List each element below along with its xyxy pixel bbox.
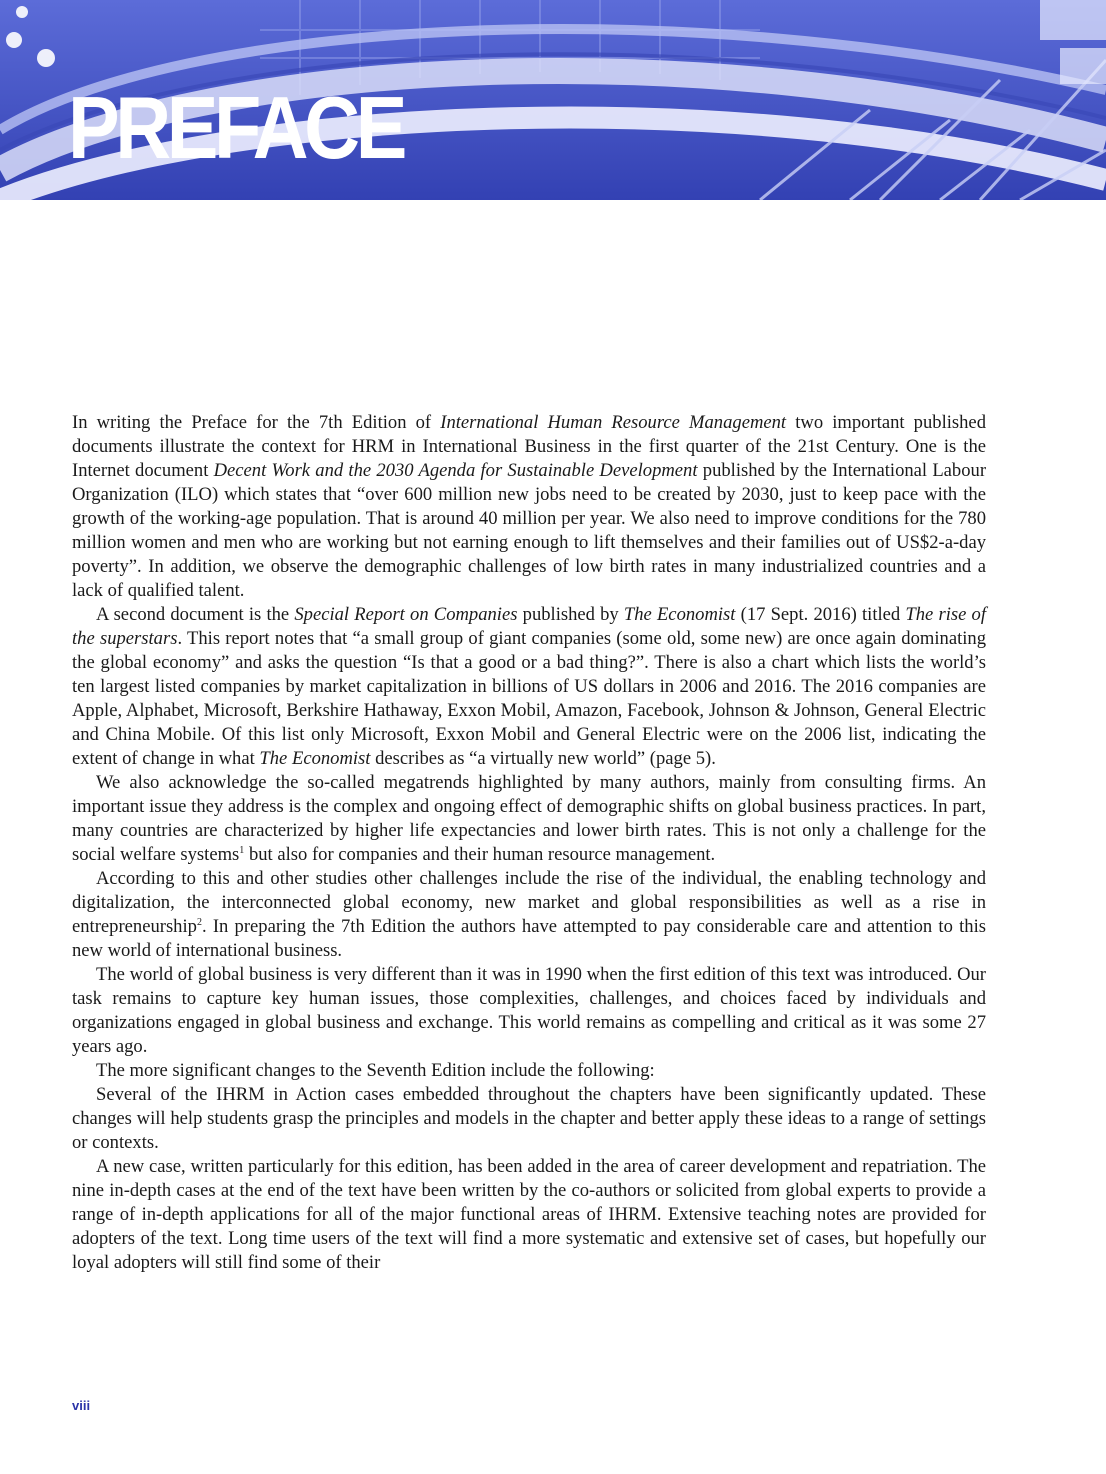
paragraph xyxy=(72,1083,986,1155)
preface-body xyxy=(72,411,986,1275)
text-run: published by the International Labour Organization (ILO) which states that “over 600 million new jobs need to be created by 2030, just to keep pace with the growth of the working-age population. That is around 40 million per year. We also need to improve conditions for the 780 million women and men who are working but not earning enough to lift themselves and their families out of US$2-a-day poverty”. In addition, we observe the demographic challenges of low birth rates in many industrialized countries and a lack of qualified talent. xyxy=(72,460,987,601)
paragraph xyxy=(72,867,986,963)
text-run: According to this and other studies other challenges include the rise of the individual, the enabling technology and digitalization, the interconnected global economy, new market and global responsibilities as well as a rise in entrepreneurship xyxy=(72,868,986,937)
text-run: describes as “a virtually new world” (page 5). xyxy=(370,748,716,769)
text-run: two important published documents illustrate the context for HRM in International Business in the first quarter of the 21st Century. One is the Internet document xyxy=(72,412,986,481)
italic-title: The Economist xyxy=(259,748,371,769)
text-run: We also acknowledge the so-called megatrends highlighted by many authors, mainly from consulting firms. An important issue they address is the complex and ongoing effect of demographic shifts on global business practices. In part, many countries are characterized by higher life expectancies and lower birth rates. This is not only a challenge for the social welfare systems xyxy=(72,772,986,865)
footnote-ref: 2 xyxy=(196,916,202,928)
text-run: but also for companies and their human resource management. xyxy=(244,844,716,865)
page-number: viii xyxy=(72,1398,91,1413)
text-run: . In preparing the 7th Edition the authors have attempted to pay considerable care and attention to this new world of international business. xyxy=(72,916,986,961)
text-run: . This report notes that “a small group of giant companies (some old, some new) are once again dominating the global economy” and asks the question “Is that a good or a bad thing?”. There is also a chart which lists the world’s ten largest listed companies by market capitalization in billions of US dollars in 2006 and 2016. The 2016 companies are Apple, Alphabet, Microsoft, Berkshire Hathaway, Exxon Mobil, Amazon, Facebook, Johnson & Johnson, General Electric and China Mobile. Of this list only Microsoft, Exxon Mobil and General Electric were on the 2006 list, indicating the extent of change in what xyxy=(72,628,986,769)
paragraph xyxy=(72,963,986,1059)
italic-title: The Economist xyxy=(623,604,736,625)
italic-title: Special Report on Companies xyxy=(294,604,518,625)
paragraph xyxy=(72,603,986,771)
italic-title: International Human Resource Management xyxy=(440,412,787,433)
text-run: Several of the IHRM in Action cases embedded throughout the chapters have been significantly updated. These changes will help students grasp the principles and models in the chapter and better apply these ideas to a range of settings or contexts. xyxy=(72,1084,986,1153)
text-run: (17 Sept. 2016) titled xyxy=(735,604,906,625)
text-run: In writing the Preface for the 7th Edition of xyxy=(72,412,441,433)
footnote-ref: 1 xyxy=(239,844,245,856)
page-title: PREFACE xyxy=(68,78,403,177)
italic-title: The rise of the superstars xyxy=(72,604,986,649)
header-banner xyxy=(0,0,1106,200)
text-run: A new case, written particularly for this edition, has been added in the area of career development and repatriation. The nine in-depth cases at the end of the text have been written by the co-authors or solicited from global experts to provide a range of in-depth applications for all of the major functional areas of IHRM. Extensive teaching notes are provided for adopters of the text. Long time users of the text will find a more systematic and extensive set of cases, but hopefully our loyal adopters will still find some of their xyxy=(72,1156,986,1273)
text-run: published by xyxy=(517,604,624,625)
text-run: A second document is the xyxy=(96,604,295,625)
paragraph xyxy=(72,1059,986,1083)
italic-title: Decent Work and the 2030 Agenda for Sustainable Development xyxy=(213,460,698,481)
text-run: The world of global business is very different than it was in 1990 when the first edition of this text was introduced. Our task remains to capture key human issues, those complexities, challenges, and choices faced by individuals and organizations engaged in global business and exchange. This world remains as compelling and critical as it was some 27 years ago. xyxy=(72,964,986,1057)
text-run: The more significant changes to the Seventh Edition include the following: xyxy=(96,1060,655,1081)
paragraph xyxy=(72,771,986,867)
paragraph xyxy=(72,1155,986,1275)
paragraph xyxy=(72,411,986,603)
